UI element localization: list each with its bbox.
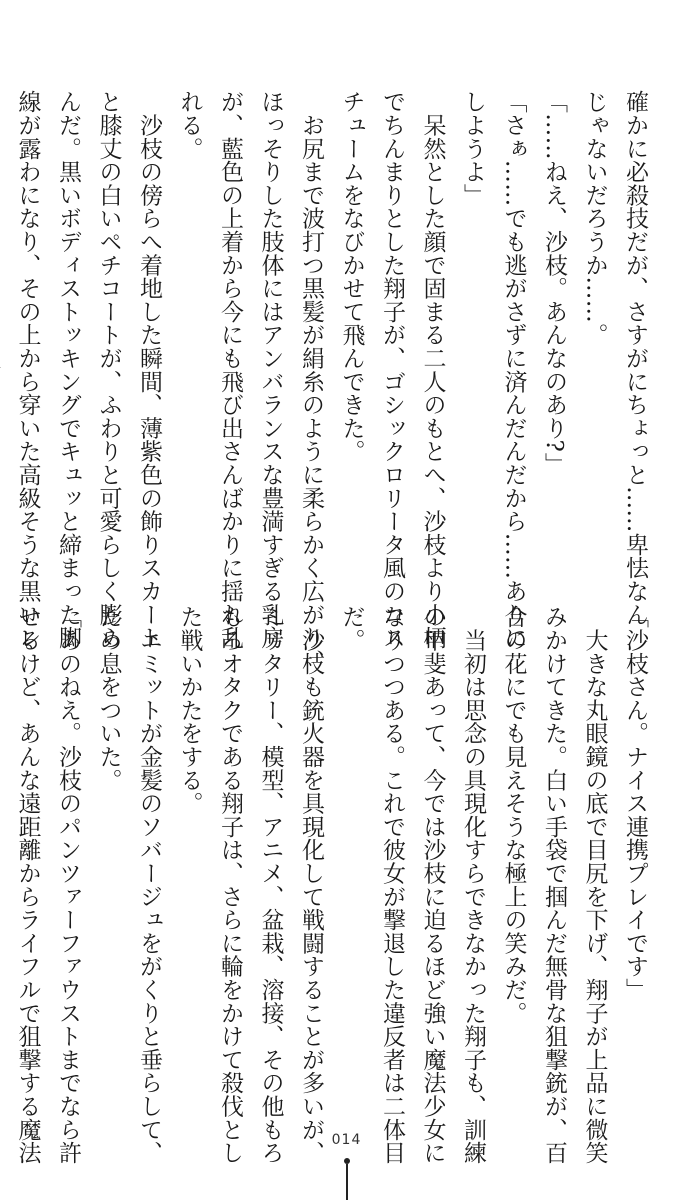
text-line: エミットが金髪のソバージュをがくりと垂らして、 [136, 605, 162, 1165]
text-line: と膝丈の白いペチコートが、ふわりと可愛らしく膨ら [95, 90, 122, 650]
text-line: 確かに必殺技だが、さすがにちょっと……卑怯なん [622, 90, 648, 626]
page-number: 014 [331, 1132, 362, 1148]
text-line: しようよ」 [460, 90, 486, 207]
text-line: 「さぁ……でも逃がさずに済んだんだから……ありに [500, 90, 527, 650]
text-line: 沙枝も銃火器を具現化して戦闘することが多いが、 [298, 605, 324, 1165]
text-line: みかけてきた。白い手袋で掴んだ無骨な狙撃銃が、百 [541, 605, 567, 1165]
text-line: せるけど、あんな遠距離からライフルで狙撃する魔法 [14, 605, 41, 1165]
text-line: んだ。黒いボディストッキングでキュッと締まった脚 [55, 90, 81, 650]
text-line: 沙枝の傍らへ着地した瞬間、薄紫色の飾りスカート [136, 90, 162, 650]
text-line: 「あのねえ。沙枝のパンツァーファウストまでなら許 [55, 605, 81, 1165]
text-line: ため息をついた。 [95, 605, 122, 792]
text-line: 「沙枝さん。ナイス連携プレイです」 [622, 605, 648, 1002]
folio-rule [346, 1164, 348, 1200]
text-line: ほっそりした肢体にはアンバランスな豊満すぎる乳房 [257, 90, 284, 650]
text-line: た戦いかたをする。 [176, 605, 203, 815]
text-line: じゃないだろうか……。 [581, 90, 608, 347]
text-line [0, 605, 7, 1095]
text-line: が、藍色の上着から今にも飛び出さんばかりに揺れ乱 [217, 90, 243, 650]
text-line: 線が露わになり、その上から穿いた高級そうな黒いレ [14, 90, 41, 650]
text-line: ミリタリー、模型、アニメ、盆栽、溶接、その他もろ [257, 605, 284, 1165]
text-line: 「……ねえ、沙枝。あんなのあり?」 [541, 90, 567, 476]
text-line: 合の花にでも見えそうな極上の笑みだ。 [500, 605, 527, 1025]
text-line: れる。 [176, 90, 203, 160]
text-line: の甲斐あって、今では沙枝に迫るほど強い魔法少女に [419, 605, 446, 1165]
text-line [0, 90, 7, 580]
text-line: でちんまりとした翔子が、ゴシックロリータ風のコス [379, 90, 405, 650]
text-line: もろオタクである翔子は、さらに輪をかけて殺伐とし [217, 605, 243, 1165]
upper-text-block [0, 90, 655, 673]
text-line: だ。 [338, 605, 365, 652]
text-line: 大きな丸眼鏡の底で目尻を下げ、翔子が上品に微笑 [581, 605, 608, 1165]
text-line: なりつつある。これで彼女が撃退した違反者は二体目 [379, 605, 405, 1165]
text-line: 呆然とした顔で固まる二人のもとへ、沙枝より小柄 [419, 90, 446, 650]
text-line: お尻まで波打つ黒髪が絹糸のように柔らかく広がり、 [298, 90, 324, 673]
text-line: 当初は思念の具現化すらできなかった翔子も、訓練 [460, 605, 486, 1165]
text-line: チュームをなびかせて飛んできた。 [338, 90, 365, 463]
